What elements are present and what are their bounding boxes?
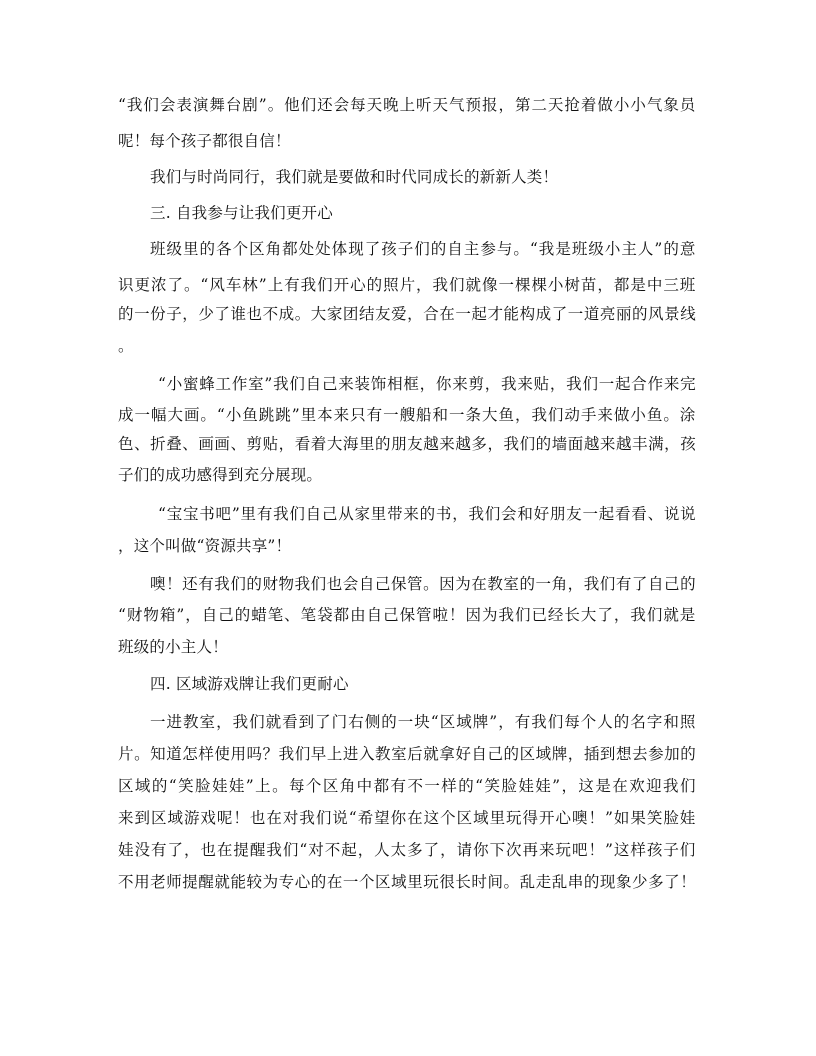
paragraph-line: 一 进 教 室 ， 我 们 就 看 到 了 门 右 侧 的 一 块 “ 区 域 牌 ” ， 有 我 们 每 个 人 的 名 字 和 照 xyxy=(150,713,696,731)
paragraph-line: 我们与时尚同行，我们就是要做和时代同成长的新新人类！ xyxy=(150,168,559,186)
section-heading: 四. 区域游戏牌让我们更耐心 xyxy=(150,675,349,693)
paragraph-line: 子们的成功感得到充分展现。 xyxy=(118,466,323,484)
paragraph-line: “ 小 蜜 蜂 工 作 室 ” 我 们 自 己 来 装 饰 相 框 ， 你 来 剪 ， 我 来 贴 ， 我 们 一 起 合 作 来 完 xyxy=(158,375,696,393)
paragraph-line: “ 财 物 箱 ” ， 自 己 的 蜡 笔 、 笔 袋 都 由 自 己 保 管 啦 ！ 因 为 我 们 已 经 长 大 了 ， 我 们 就 是 xyxy=(118,606,696,624)
paragraph-line: 来 到 区 域 游 戏 呢 ！ 也 在 对 我 们 说 “ 希 望 你 在 这 个 区 域 里 玩 得 开 心 噢 ！ ” 如 果 笑 脸 娃 xyxy=(118,809,696,827)
paragraph-line: 识 更 浓 了 。 “ 风 车 林 ” 上 有 我 们 开 心 的 照 片 ， 我 们 就 像 一 棵 棵 小 树 苗 ， 都 是 中 三 班 xyxy=(118,276,696,294)
paragraph-line: 的 一 份 子 ， 少 了 谁 也 不 成 。 大 家 团 结 友 爱 ， 合 在 一 起 才 能 构 成 了 一 道 亮 丽 的 风 景 线 xyxy=(118,305,696,323)
paragraph-line: 片 。 知 道 怎 样 使 用 吗 ？ 我 们 早 上 进 入 教 室 后 就 拿 好 自 己 的 区 域 牌 ， 插 到 想 去 参 加 的 xyxy=(118,745,696,763)
paragraph-line: 班级的小主人！ xyxy=(118,638,228,656)
paragraph-line: “ 我 们 会 表 演 舞 台 剧 ” 。 他 们 还 会 每 天 晚 上 听 天 气 预 报 ， 第 二 天 抢 着 做 小 小 气 象 员 xyxy=(118,96,696,114)
paragraph-line: ，这个叫做“资源共享”！ xyxy=(118,537,292,555)
section-heading: 三. 自我参与让我们更开心 xyxy=(150,204,333,222)
paragraph-line: 班 级 里 的 各 个 区 角 都 处 处 体 现 了 孩 子 们 的 自 主 参 与 。 “ 我 是 班 级 小 主 人 ” 的 意 xyxy=(150,240,696,258)
paragraph-line: 娃 没 有 了 ， 也 在 提 醒 我 们 “ 对 不 起 ， 人 太 多 了 ， 请 你 下 次 再 来 玩 吧 ！ ” 这 样 孩 子 们 xyxy=(118,841,696,859)
paragraph-line: 呢！每个孩子都很自信！ xyxy=(118,132,291,150)
paragraph-line: 不 用 老 师 提 醒 就 能 较 为 专 心 的 在 一 个 区 域 里 玩 很 长 时 间 。 乱 走 乱 串 的 现 象 少 多 了 ！ xyxy=(118,873,696,891)
paragraph-line: 。 xyxy=(118,337,134,355)
paragraph-line: 色 、 折 叠 、 画 画 、 剪 贴 ， 看 着 大 海 里 的 朋 友 越 来 越 多 ， 我 们 的 墙 面 越 来 越 丰 满 ， 孩 xyxy=(118,435,696,453)
paragraph-line: 成 一 幅 大 画 。 “ 小 鱼 跳 跳 ” 里 本 来 只 有 一 艘 船 和 一 条 大 鱼 ， 我 们 动 手 来 做 小 鱼 。 涂 xyxy=(118,406,696,424)
paragraph-line: 噢 ！ 还 有 我 们 的 财 物 我 们 也 会 自 己 保 管 。 因 为 在 教 室 的 一 角 ， 我 们 有 了 自 己 的 xyxy=(150,575,696,593)
paragraph-line: 区 域 的 “ 笑 脸 娃 娃 ” 上 。 每 个 区 角 中 都 有 不 一 样 的 “ 笑 脸 娃 娃 ” ， 这 是 在 欢 迎 我 们 xyxy=(118,777,696,795)
paragraph-line: “ 宝 宝 书 吧 ” 里 有 我 们 自 己 从 家 里 带 来 的 书 ， 我 们 会 和 好 朋 友 一 起 看 看 、 说 说 xyxy=(158,505,696,523)
